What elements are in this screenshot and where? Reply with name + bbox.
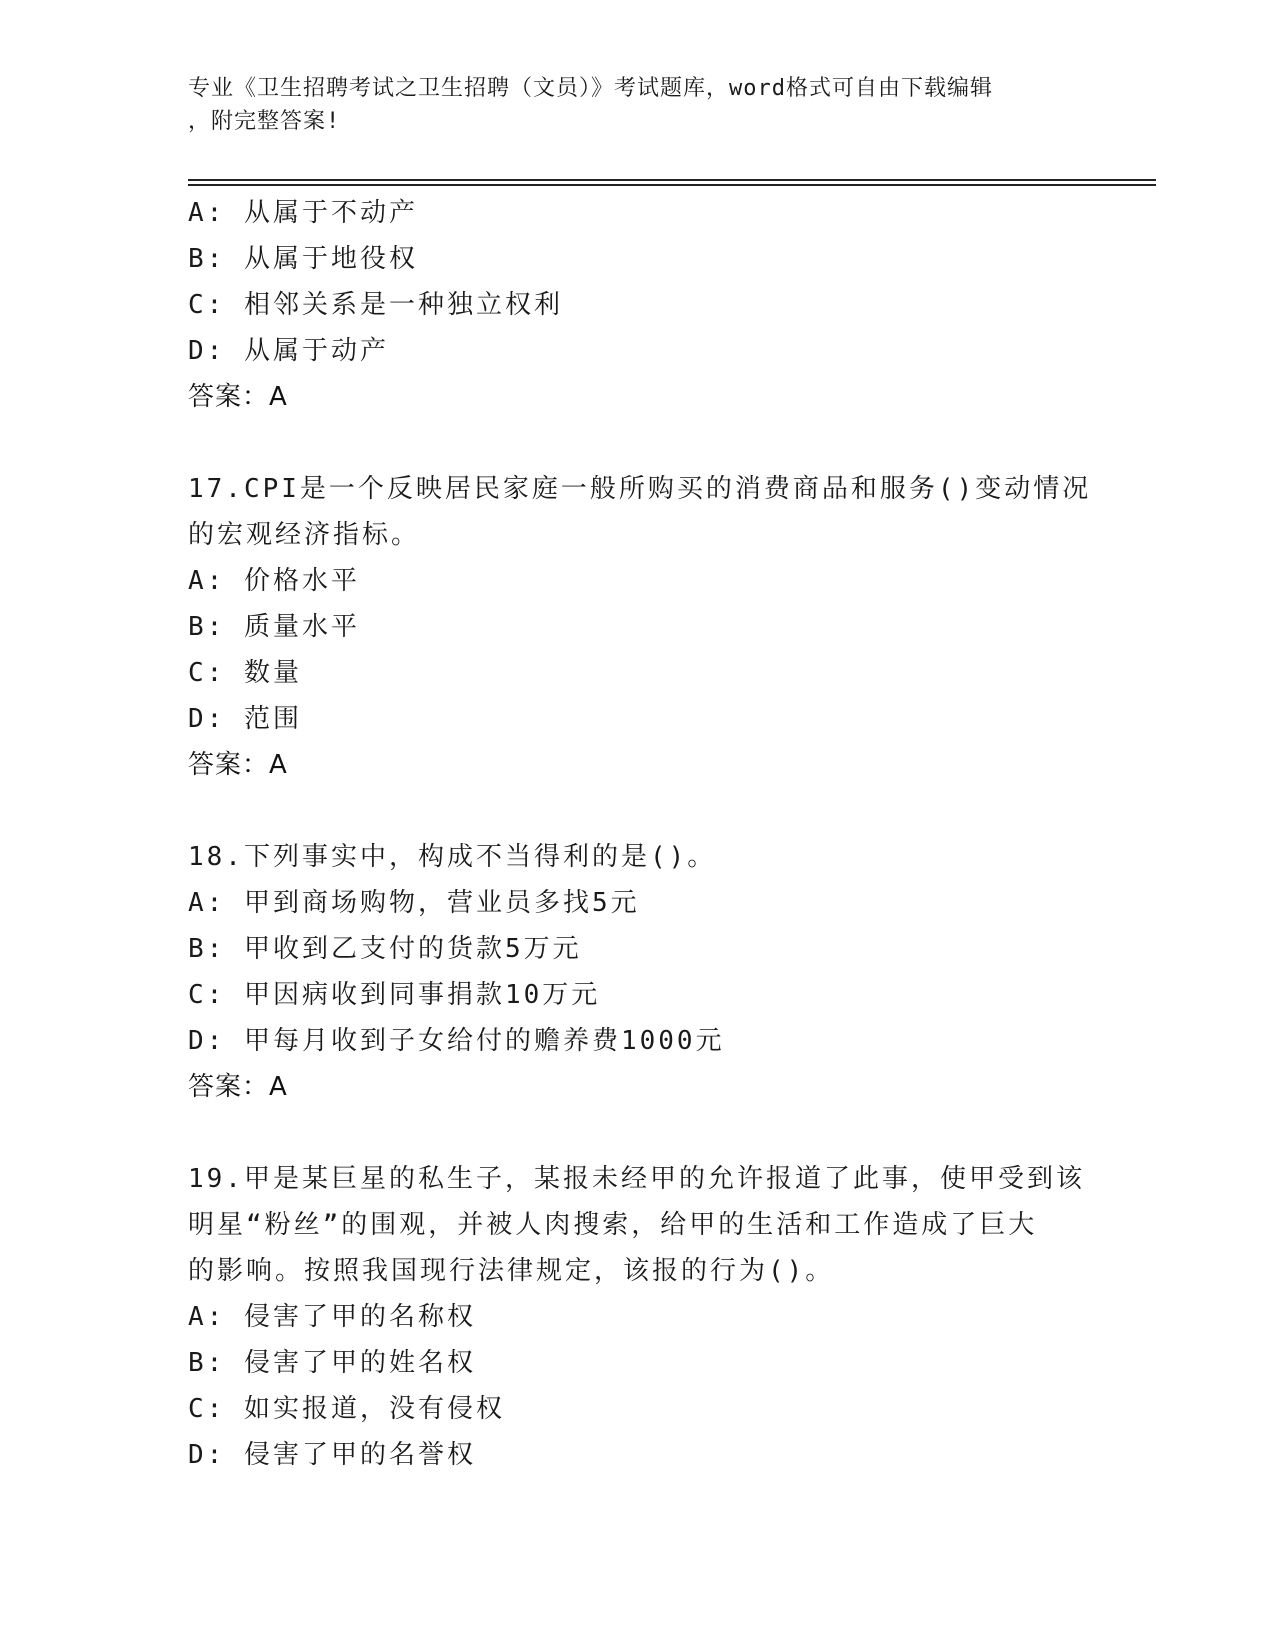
question-text-line-1: 19.甲是某巨星的私生子，某报未经甲的允许报道了此事，使甲受到该 xyxy=(188,1164,1085,1194)
option-d: D: 甲每月收到子女给付的赡养费1000元 xyxy=(188,1026,725,1056)
option-b: B: 从属于地役权 xyxy=(188,244,418,274)
option-a: A: 价格水平 xyxy=(188,566,360,596)
spacer xyxy=(188,788,1088,834)
option-b: B: 质量水平 xyxy=(188,612,360,642)
option-c: C: 数量 xyxy=(188,658,302,688)
question-text-line-3: 的影响。按照我国现行法律规定，该报的行为()。 xyxy=(188,1256,835,1286)
answer-line: 答案：A xyxy=(188,750,288,780)
option-a: A: 从属于不动产 xyxy=(188,198,418,228)
option-c: C: 相邻关系是一种独立权利 xyxy=(188,290,563,320)
question-17 xyxy=(188,466,1092,788)
question-18 xyxy=(188,834,1088,1110)
question-text-line-1: 18.下列事实中，构成不当得利的是()。 xyxy=(188,842,717,872)
spacer xyxy=(188,1110,1088,1156)
header-line-1: 专业《卫生招聘考试之卫生招聘（文员）》考试题库，word格式可自由下载编辑 xyxy=(188,76,993,101)
option-a: A: 甲到商场购物，营业员多找5元 xyxy=(188,888,640,918)
option-c: C: 甲因病收到同事捐款10万元 xyxy=(188,980,601,1010)
spacer xyxy=(188,420,1088,466)
question-16 xyxy=(188,190,1088,420)
option-d: D: 范围 xyxy=(188,704,302,734)
question-text-line-1: 17.CPI是一个反映居民家庭一般所购买的消费商品和服务()变动情况 xyxy=(188,474,1092,504)
question-19 xyxy=(188,1156,1088,1478)
option-d: D: 侵害了甲的名誉权 xyxy=(188,1440,476,1470)
question-list xyxy=(188,190,1092,1478)
question-text-line-2: 的宏观经济指标。 xyxy=(188,520,421,550)
header-divider-bottom xyxy=(188,184,1156,186)
header-line-2: ，附完整答案! xyxy=(188,109,341,134)
answer-line: 答案：A xyxy=(188,1072,288,1102)
document-header xyxy=(188,72,1068,138)
header-divider-top xyxy=(188,179,1156,181)
option-a: A: 侵害了甲的名称权 xyxy=(188,1302,476,1332)
option-b: B: 甲收到乙支付的货款5万元 xyxy=(188,934,582,964)
answer-line: 答案：A xyxy=(188,382,288,412)
option-b: B: 侵害了甲的姓名权 xyxy=(188,1348,476,1378)
option-c: C: 如实报道，没有侵权 xyxy=(188,1394,505,1424)
question-text-line-2: 明星“粉丝”的围观，并被人肉搜索，给甲的生活和工作造成了巨大 xyxy=(188,1210,1038,1240)
option-d: D: 从属于动产 xyxy=(188,336,389,366)
